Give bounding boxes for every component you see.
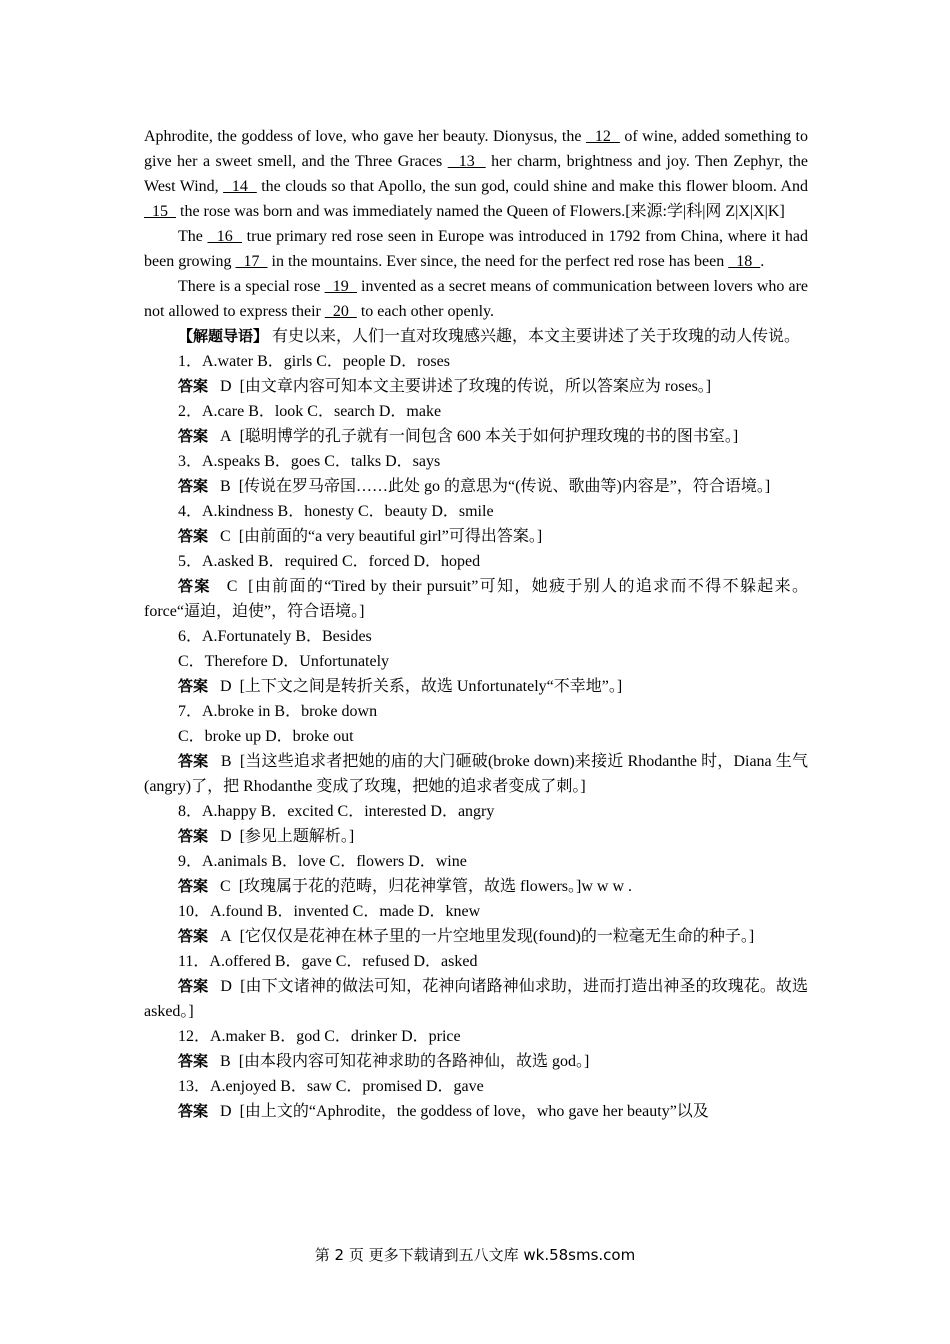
answer-10: 答案 A [它仅仅是花神在林子里的一片空地里发现(found)的一粒毫无生命的种子。] [178,927,755,945]
question-10: 10．A.found B．invented C．made D．knew [178,903,481,920]
answer-12: 答案 B [由本段内容可知花神求助的各路神仙，故选 god。] [178,1052,590,1070]
question-2: 2．A.care B．look C．search D．make [178,403,442,420]
blank-14: 14 [223,178,257,195]
passage-paragraph-2: The 16 true primary red rose seen in Europe was introduced in 1792 from China, where it had been growing 17 in the mountains. Ever since, the need for the perfect red rose has been 18 . [144,228,809,270]
blank-16: 16 [207,228,243,245]
answer-5: 答案 C [由前面的“Tired by their pursuit”可知，她疲于别人的追求而不得不躲起来。force“逼迫，迫使”，符合语境。] [144,577,808,620]
answer-7: 答案 B [当这些追求者把她的庙的大门砸破(broke down)来接近 Rhodanthe 时，Diana 生气(angry)了，把 Rhodanthe 变成了玫瑰，把她的追求者变成了刺。] [144,752,808,795]
blank-20: 20 [324,303,357,320]
question-5: 5．A.asked B．required C．forced D．hoped [178,553,481,570]
question-8: 8．A.happy B．excited C．interested D．angry [178,803,495,820]
question-1: 1．A.water B．girls C．people D．roses [178,353,450,370]
blank-15: 15 [144,203,176,220]
passage-paragraph-1: Aphrodite, the goddess of love, who gave her beauty. Dionysus, the 12 of wine, added something to give her a sweet smell, and the Three Graces 13 her charm, brightness and joy. Then Zephyr, the West Wind, 14 the clouds so that Apollo, the sun god, could shine and make this flower bloom. And 15 the rose was born and was immediately named the Queen of Flowers.[来源:学|科|网 Z|X|X|K] [144,128,809,220]
guide-paragraph [144,324,808,349]
guide-label: 【解题导语】 [178,327,269,345]
page-footer: 第 2 页 更多下载请到五八文库 wk.58sms.com [314,1246,636,1264]
question-9: 9．A.animals B．love C．flowers D．wine [178,853,467,870]
question-12: 12．A.maker B．god C．drinker D．price [178,1028,461,1045]
question-7-options-cd: C．broke up D．broke out [178,728,354,745]
question-13: 13．A.enjoyed B．saw C．promised D．gave [178,1078,484,1095]
question-3: 3．A.speaks B．goes C．talks D．says [178,453,441,470]
blank-12: 12 [585,128,620,145]
passage-paragraph-3: There is a special rose 19 invented as a secret means of communication between lovers who are not allowed to express their 20 to each other openly. [144,278,809,320]
question-6: 6．A.Fortunately B．Besides [178,628,372,645]
question-list [144,349,808,1124]
answer-2: 答案 A [聪明博学的孔子就有一间包含 600 本关于如何护理玫瑰的书的图书室。] [178,427,739,445]
answer-3: 答案 B [传说在罗马帝国……此处 go 的意思为“(传说、歌曲等)内容是”，符合语境。] [178,477,771,495]
answer-9: 答案 C [玫瑰属于花的范畴，归花神掌管，故选 flowers。]w w w . [178,877,632,895]
document-body [144,124,808,1124]
answer-6: 答案 D [上下文之间是转折关系，故选 Unfortunately“不幸地”。] [178,677,623,695]
question-4: 4．A.kindness B．honesty C．beauty D．smile [178,503,494,520]
question-11: 11．A.offered B．gave C．refused D．asked [178,953,478,970]
answer-8: 答案 D [参见上题解析。] [178,827,355,845]
question-6-options-cd: C．Therefore D．Unfortunately [178,653,390,670]
answer-1: 答案 D [由文章内容可知本文主要讲述了玫瑰的传说，所以答案应为 roses。] [178,377,712,395]
answer-13: 答案 D [由上文的“Aphrodite，the goddess of love，who gave her beauty”以及 [178,1102,709,1120]
question-7: 7．A.broke in B．broke down [178,703,378,720]
answer-4: 答案 C [由前面的“a very beautiful girl”可得出答案。] [178,527,543,545]
guide-text: 有史以来，人们一直对玫瑰感兴趣，本文主要讲述了关于玫瑰的动人传说。 [268,328,801,345]
answer-11: 答案 D [由下文诸神的做法可知，花神向诸路神仙求助，进而打造出神圣的玫瑰花。故选 asked。] [144,977,809,1020]
blank-19: 19 [324,278,357,295]
blank-18: 18 [728,253,761,270]
blank-13: 13 [447,153,486,170]
blank-17: 17 [235,253,268,270]
